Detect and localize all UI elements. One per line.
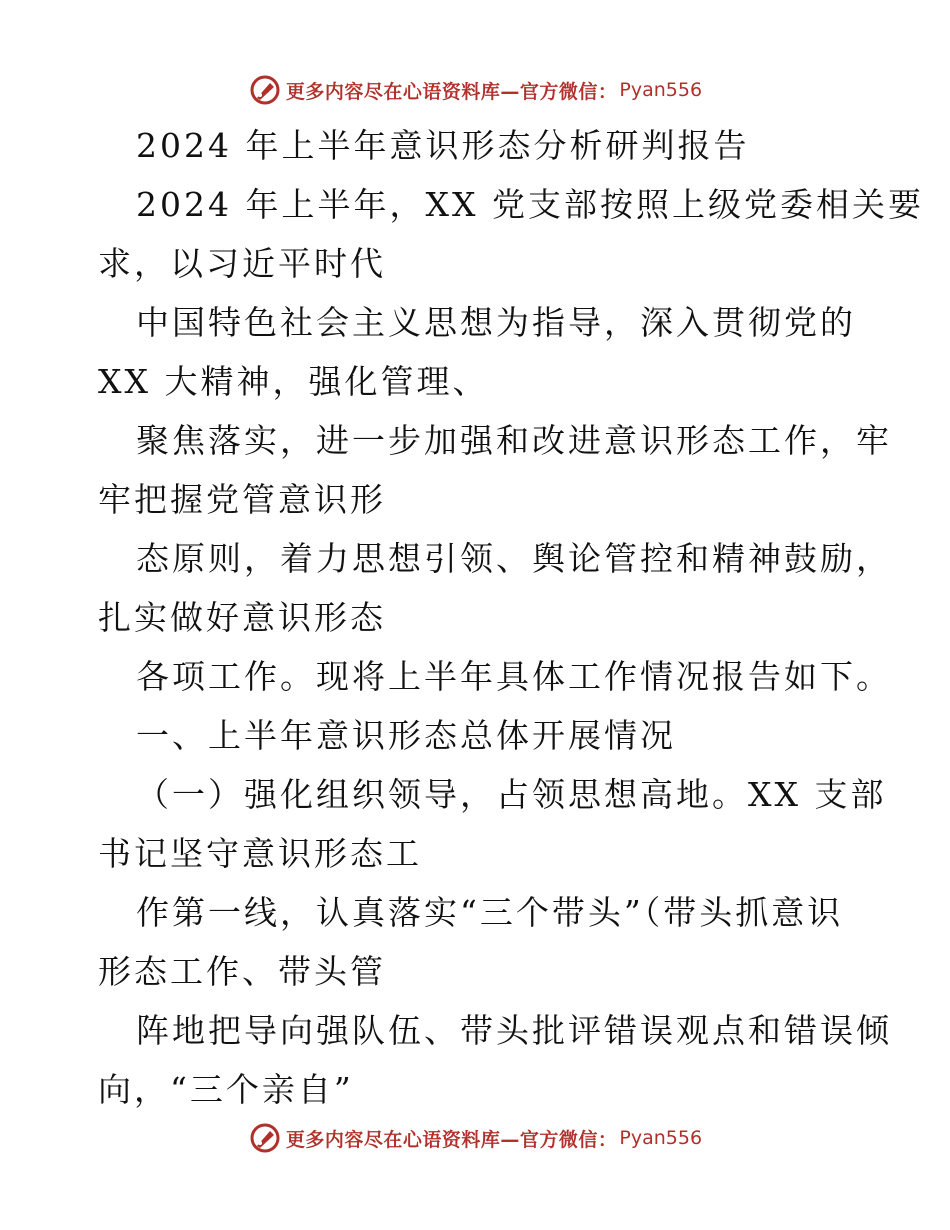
paragraph-line: 阵地把导向强队伍、带头批评错误观点和错误倾: [136, 1011, 892, 1050]
document-title: 2024 年上半年意识形态分析研判报告: [136, 126, 750, 165]
paragraph-line: 书记坚守意识形态工: [98, 834, 422, 873]
paragraph-line: 牢把握党管意识形: [98, 480, 386, 519]
paragraph-line: 2024 年上半年，XX 党支部按照上级党委相关要: [136, 185, 924, 224]
section-heading: 一、上半年意识形态总体开展情况: [136, 716, 676, 755]
paragraph-line: 形态工作、带头管: [98, 952, 386, 991]
paragraph-line: 聚焦落实，进一步加强和改进意识形态工作，牢: [136, 421, 892, 460]
paragraph-line: 中国特色社会主义思想为指导，深入贯彻党的: [136, 303, 856, 342]
watermark-text: 更多内容尽在心语资料库—官方微信：: [285, 1128, 618, 1151]
paragraph-line: 扎实做好意识形态: [98, 598, 386, 637]
paragraph-line: 各项工作。现将上半年具体工作情况报告如下。: [136, 657, 892, 696]
paragraph-line: XX 大精神，强化管理、: [98, 362, 489, 401]
watermark-wechat-id: Pyan556: [619, 1127, 703, 1149]
watermark-wechat-id: Pyan556: [619, 79, 703, 101]
footer-watermark: [0, 1118, 950, 1158]
paragraph-line: 求，以习近平时代: [98, 244, 386, 283]
paragraph-line: 作第一线，认真落实“三个带头”（带头抓意识: [136, 893, 844, 932]
pen-nib-circle-icon: [248, 1121, 282, 1155]
paragraph-line: 向，“三个亲自”: [98, 1070, 354, 1109]
watermark-text: 更多内容尽在心语资料库—官方微信：: [285, 80, 618, 103]
subsection-heading: （一）强化组织领导，占领思想高地。XX 支部: [136, 775, 887, 814]
paragraph-line: 态原则，着力思想引领、舆论管控和精神鼓励，: [136, 539, 892, 578]
